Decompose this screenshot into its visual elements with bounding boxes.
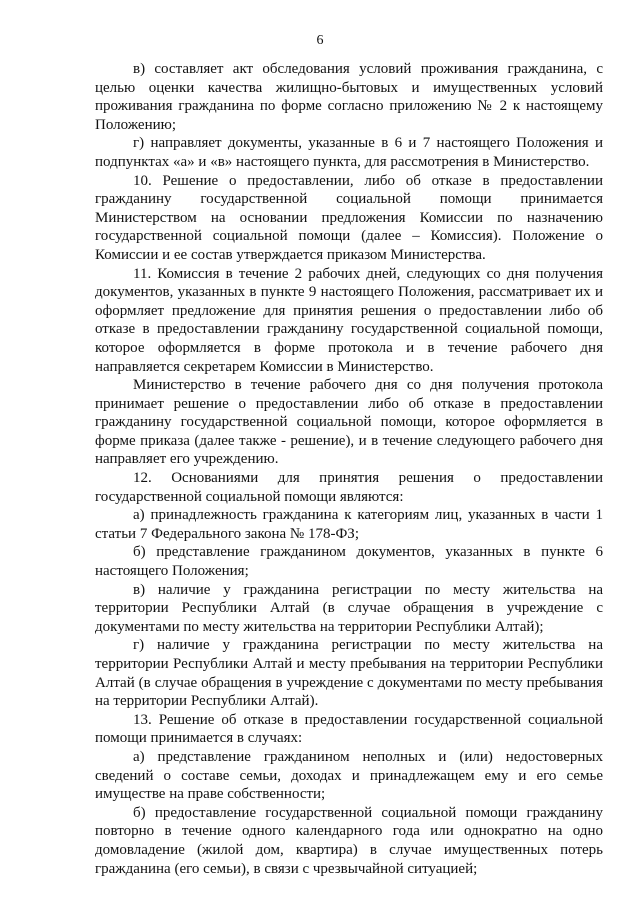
paragraph-12b: б) представление гражданином документов, указанных в пункте 6 настоящего Положения;: [95, 544, 603, 580]
paragraph-11: 11. Комиссия в течение 2 рабочих дней, следующих со дня получения документов, указанных в пункте 9 настоящего Положения, рассматривает их и оформляет предложение для принятия решения о предоставлении либо об отказе в предоставлении гражданину государственной социальной помощи, которое оформляется в форме протокола и в течение рабочего дня направляется секретарем Комиссии в Министерство.: [95, 265, 603, 375]
document-body: [95, 60, 603, 878]
page-number: 6: [316, 33, 324, 48]
paragraph-9v: в) составляет акт обследования условий проживания гражданина, с целью оценки качества жилищно-бытовых и имущественных условий проживания гражданина по форме согласно приложению № 2 к настоящему Положению;: [95, 61, 603, 133]
paragraph-10: 10. Решение о предоставлении, либо об отказе в предоставлении гражданину государственной социальной помощи принимается Министерством на основании предложения Комиссии по назначению государственной социальной помощи (далее – Комиссия). Положение о Комиссии и ее состав утверждается приказом Министерства.: [95, 172, 603, 263]
paragraph-13: 13. Решение об отказе в предоставлении государственной социальной помощи принимается в случаях:: [95, 711, 603, 747]
paragraph-12a: а) принадлежность гражданина к категориям лиц, указанных в части 1 статьи 7 Федерального закона № 178-ФЗ;: [95, 507, 603, 542]
paragraph-12g: г) наличие у гражданина регистрации по месту жительства на территории Республики Алтай и месту пребывания на территории Республики Алтай (в случае обращения в учреждение с документами по месту пребывания на территории Республики Алтай).: [95, 637, 603, 710]
paragraph-13b: б) предоставление государственной социальной помощи гражданину повторно в течение одного календарного года или однократно на одно домовладение (жилой дом, квартира) в случае имущественных потерь гражданина (его семьи), в связи с чрезвычайной ситуацией;: [95, 804, 603, 877]
paragraph-13a: а) представление гражданином неполных и (или) недостоверных сведений о составе семьи, доходах и принадлежащем ему и его семье имуществе на праве собственности;: [95, 748, 603, 803]
paragraph-12: 12. Основаниями для принятия решения о предоставлении государственной социальной помощи являются:: [95, 470, 603, 505]
paragraph-9g: г) направляет документы, указанные в 6 и 7 настоящего Положения и подпунктах «а» и «в» настоящего пункта, для рассмотрения в Министерство.: [95, 135, 603, 170]
paragraph-11-ministry: Министерство в течение рабочего дня со дня получения протокола принимает решение о предоставлении либо об отказе в предоставлении гражданину государственной социальной помощи, которое оформляется в форме приказа (далее также - решение), и в течение следующего рабочего дня направляет его учреждению.: [95, 377, 603, 468]
paragraph-12v: в) наличие у гражданина регистрации по месту жительства на территории Республики Алтай (в случае обращения в учреждение с документами по месту жительства на территории Республики Алтай);: [95, 581, 603, 635]
